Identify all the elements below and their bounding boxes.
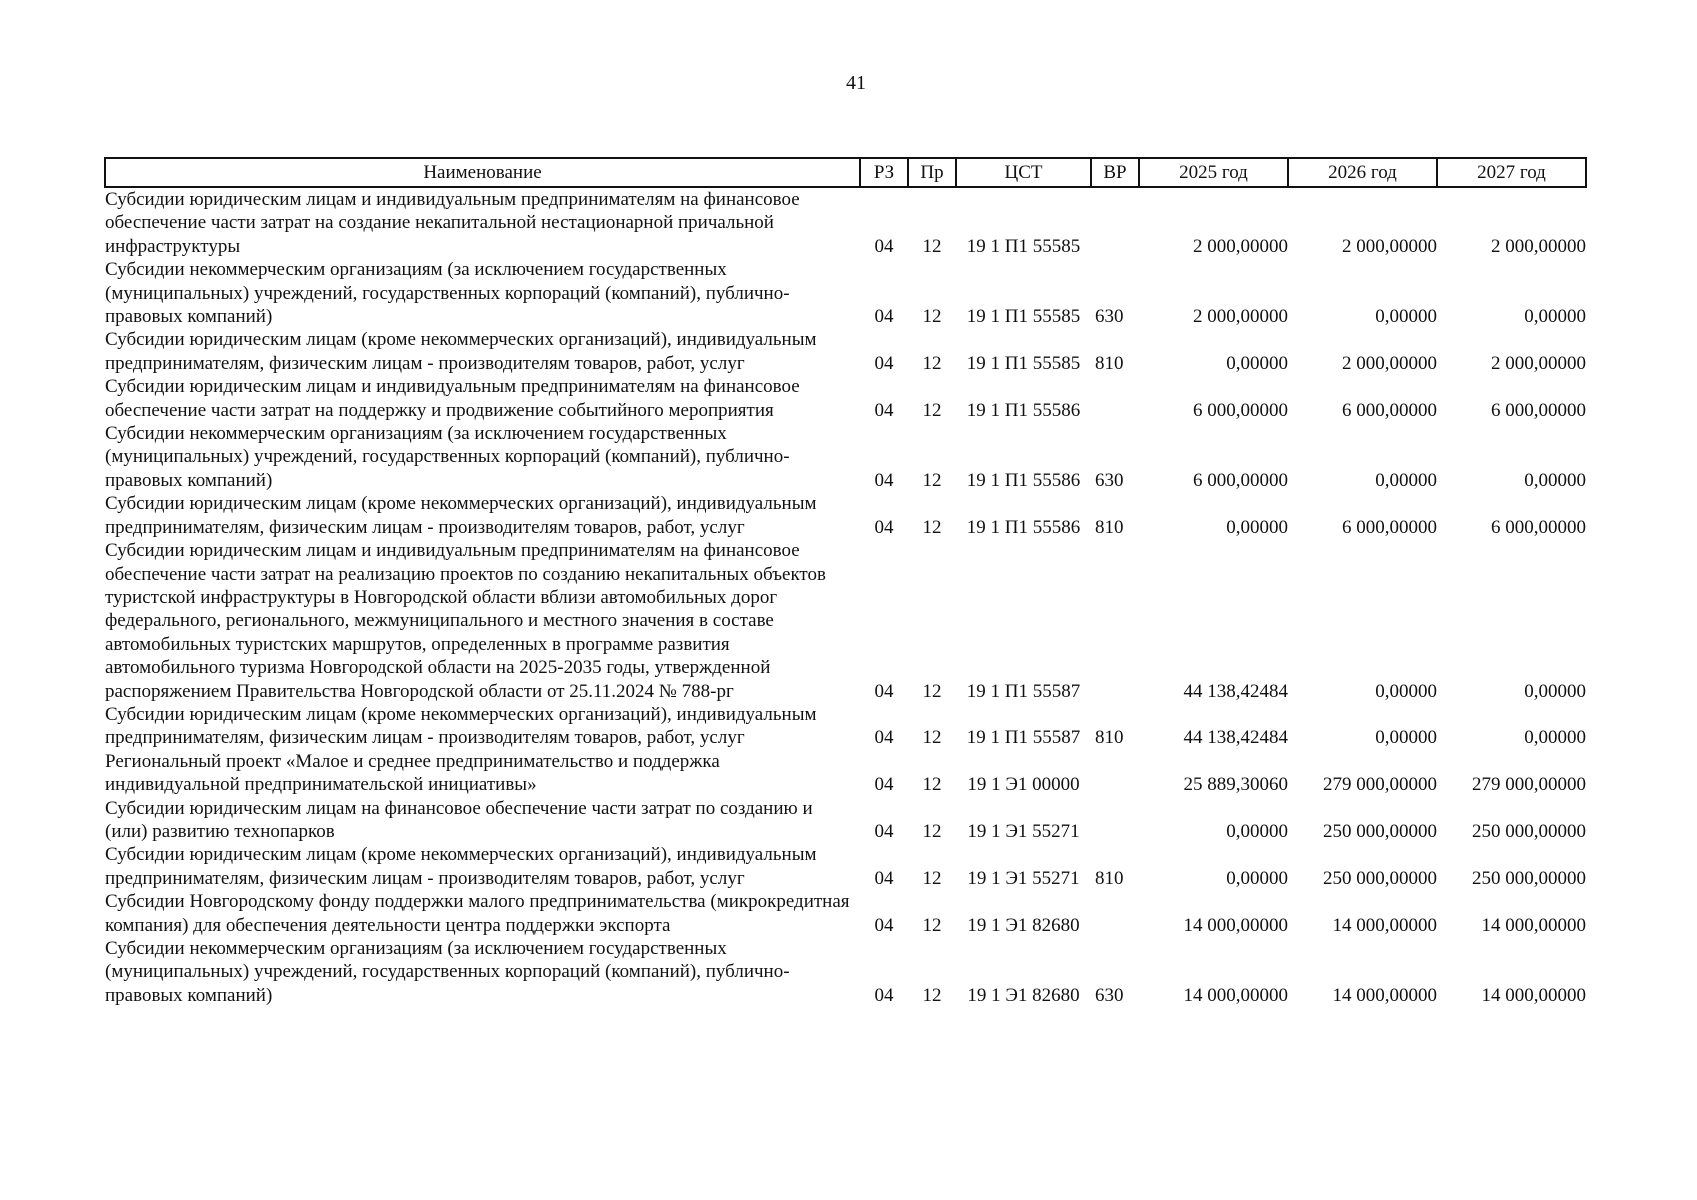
row-cst: 19 1 П1 55587 [966, 680, 1081, 702]
row-rz: 04 [874, 306, 894, 328]
table-header-row [105, 158, 1586, 187]
table-row [105, 703, 1586, 750]
row-rz: 04 [874, 727, 894, 749]
row-vr [1091, 750, 1139, 797]
row-2026: 6 000,00000 [1342, 399, 1437, 421]
row-vr [1091, 375, 1139, 422]
row-2027: 0,00000 [1524, 306, 1586, 328]
row-rz: 04 [874, 516, 894, 538]
row-cst: 19 1 П1 55587 [966, 727, 1081, 749]
table-row [105, 258, 1586, 328]
row-pr: 12 [922, 469, 942, 491]
row-2027: 0,00000 [1524, 727, 1586, 749]
row-name: Субсидии юридическим лицам и индивидуальным предпринимателям на финансовое обеспечение части затрат на создание некапитальной нестационарной причальной инфраструктуры [105, 189, 800, 257]
row-rz: 04 [874, 235, 894, 257]
row-cst: 19 1 П1 55586 [966, 469, 1081, 491]
row-vr: 810 [1095, 516, 1124, 538]
table-row [105, 375, 1586, 422]
table-row [105, 937, 1586, 1007]
row-name: Субсидии юридическим лицам (кроме некоммерческих организаций), индивидуальным предпринимателям, физическим лицам - производителям товаров, работ, услуг [105, 329, 817, 374]
row-pr: 12 [922, 774, 942, 796]
row-cst: 19 1 П1 55586 [966, 399, 1081, 421]
row-name: Субсидии некоммерческим организациям (за исключением государственных (муниципальных) учреждений, государственных корпораций (компаний), публично-правовых компаний) [105, 259, 790, 328]
row-2027: 6 000,00000 [1491, 516, 1586, 538]
budget-table [104, 157, 1587, 1007]
table-row [105, 539, 1586, 703]
row-vr [1091, 797, 1139, 844]
row-2026: 14 000,00000 [1332, 984, 1437, 1006]
table-body [105, 187, 1586, 1007]
row-2026: 250 000,00000 [1323, 867, 1437, 889]
row-2027: 6 000,00000 [1491, 399, 1586, 421]
row-2027: 250 000,00000 [1472, 820, 1586, 842]
row-vr: 810 [1095, 352, 1124, 374]
row-pr: 12 [922, 516, 942, 538]
row-pr: 12 [922, 914, 942, 936]
table-row [105, 492, 1586, 539]
row-2027: 2 000,00000 [1491, 235, 1586, 257]
row-2026: 0,00000 [1375, 680, 1437, 702]
table-row [105, 890, 1586, 937]
row-vr: 810 [1095, 867, 1124, 889]
row-2025: 44 138,42484 [1183, 680, 1288, 702]
header-pr: Пр [908, 158, 956, 187]
row-name: Субсидии юридическим лицам и индивидуальным предпринимателям на финансовое обеспечение части затрат на поддержку и продвижение событийного мероприятия [105, 376, 800, 421]
row-rz: 04 [874, 914, 894, 936]
row-rz: 04 [874, 774, 894, 796]
row-2026: 2 000,00000 [1342, 235, 1437, 257]
row-2025: 44 138,42484 [1183, 727, 1288, 749]
row-name: Субсидии Новгородскому фонду поддержки малого предпринимательства (микрокредитная компания) для обеспечения деятельности центра поддержки экспорта [105, 891, 850, 936]
row-name: Субсидии юридическим лицам (кроме некоммерческих организаций), индивидуальным предпринимателям, физическим лицам - производителям товаров, работ, услуг [105, 844, 817, 889]
row-vr: 630 [1095, 984, 1124, 1006]
row-2027: 14 000,00000 [1481, 914, 1586, 936]
row-2027: 2 000,00000 [1491, 352, 1586, 374]
row-2025: 6 000,00000 [1193, 399, 1288, 421]
row-2025: 2 000,00000 [1193, 235, 1288, 257]
row-cst: 19 1 П1 55586 [966, 516, 1081, 538]
row-cst: 19 1 П1 55585 [966, 352, 1081, 374]
row-name: Субсидии некоммерческим организациям (за исключением государственных (муниципальных) учреждений, государственных корпораций (компаний), публично-правовых компаний) [105, 938, 790, 1006]
row-vr [1091, 187, 1139, 258]
row-pr: 12 [922, 235, 942, 257]
row-2027: 14 000,00000 [1481, 984, 1586, 1006]
row-pr: 12 [922, 399, 942, 421]
row-cst: 19 1 Э1 55271 [967, 820, 1080, 842]
row-pr: 12 [922, 727, 942, 749]
header-cst: ЦСТ [956, 158, 1091, 187]
row-rz: 04 [874, 820, 894, 842]
row-rz: 04 [874, 680, 894, 702]
row-vr: 810 [1095, 727, 1124, 749]
header-2026: 2026 год [1288, 158, 1437, 187]
row-2025: 6 000,00000 [1193, 469, 1288, 491]
table-row [105, 328, 1586, 375]
row-rz: 04 [874, 399, 894, 421]
table-row [105, 843, 1586, 890]
page-number: 41 [846, 72, 866, 94]
row-2025: 0,00000 [1226, 352, 1288, 374]
row-rz: 04 [874, 984, 894, 1006]
row-2027: 0,00000 [1524, 680, 1586, 702]
row-pr: 12 [922, 984, 942, 1006]
row-2025: 0,00000 [1226, 867, 1288, 889]
row-2025: 25 889,30060 [1183, 774, 1288, 796]
row-vr: 630 [1095, 306, 1124, 328]
row-name: Субсидии юридическим лицам и индивидуальным предпринимателям на финансовое обеспечение части затрат на реализацию проектов по созданию некапитальных объектов туристской инфраструктуры в Новгородской области вблизи автомобильных дорог федерального, регионального, межмуниципального и местного значения в составе автомобильных туристских маршрутов, определенных в программе развития автомобильного туризма Новгородской области на 2025-2035 годы, утвержденной распоряжением Правительства Новгородской области от 25.11.2024 № 788-рг [105, 540, 826, 702]
header-2025: 2025 год [1139, 158, 1288, 187]
row-2027: 279 000,00000 [1472, 774, 1586, 796]
row-2026: 0,00000 [1375, 306, 1437, 328]
row-2026: 2 000,00000 [1342, 352, 1437, 374]
row-2025: 14 000,00000 [1183, 984, 1288, 1006]
row-name: Субсидии юридическим лицам на финансовое обеспечение части затрат по созданию и (или) развитию технопарков [105, 797, 813, 842]
row-cst: 19 1 Э1 00000 [967, 774, 1080, 796]
row-2026: 0,00000 [1375, 727, 1437, 749]
row-2026: 14 000,00000 [1332, 914, 1437, 936]
row-pr: 12 [922, 867, 942, 889]
row-rz: 04 [874, 352, 894, 374]
table-row [105, 797, 1586, 844]
row-name: Региональный проект «Малое и среднее предпринимательство и поддержка индивидуальной предпринимательской инициативы» [105, 750, 720, 796]
row-vr [1091, 890, 1139, 937]
row-2025: 0,00000 [1226, 820, 1288, 842]
header-2027: 2027 год [1437, 158, 1586, 187]
row-rz: 04 [874, 469, 894, 491]
row-2025: 2 000,00000 [1193, 306, 1288, 328]
row-cst: 19 1 Э1 82680 [967, 984, 1080, 1006]
row-2025: 0,00000 [1226, 516, 1288, 538]
row-pr: 12 [922, 680, 942, 702]
row-rz: 04 [874, 867, 894, 889]
row-vr: 630 [1095, 469, 1124, 491]
row-vr [1091, 539, 1139, 703]
row-2027: 0,00000 [1524, 469, 1586, 491]
row-cst: 19 1 П1 55585 [966, 306, 1081, 328]
row-2026: 6 000,00000 [1342, 516, 1437, 538]
row-pr: 12 [922, 352, 942, 374]
row-name: Субсидии некоммерческим организациям (за исключением государственных (муниципальных) учреждений, государственных корпораций (компаний), публично-правовых компаний) [105, 423, 790, 491]
table-row [105, 187, 1586, 258]
row-cst: 19 1 Э1 55271 [967, 867, 1080, 889]
row-2026: 250 000,00000 [1323, 820, 1437, 842]
row-cst: 19 1 П1 55585 [966, 235, 1081, 257]
row-cst: 19 1 Э1 82680 [967, 914, 1080, 936]
header-vr: ВР [1091, 158, 1139, 187]
row-2027: 250 000,00000 [1472, 867, 1586, 889]
table-row [105, 422, 1586, 492]
header-rz: РЗ [860, 158, 908, 187]
row-pr: 12 [922, 306, 942, 328]
row-name: Субсидии юридическим лицам (кроме некоммерческих организаций), индивидуальным предпринимателям, физическим лицам - производителям товаров, работ, услуг [105, 493, 817, 538]
table-row [105, 750, 1586, 797]
row-pr: 12 [922, 820, 942, 842]
row-2025: 14 000,00000 [1183, 914, 1288, 936]
row-name: Субсидии юридическим лицам (кроме некоммерческих организаций), индивидуальным предпринимателям, физическим лицам - производителям товаров, работ, услуг [105, 703, 817, 749]
header-name: Наименование [105, 158, 860, 187]
row-2026: 0,00000 [1375, 469, 1437, 491]
row-2026: 279 000,00000 [1323, 774, 1437, 796]
